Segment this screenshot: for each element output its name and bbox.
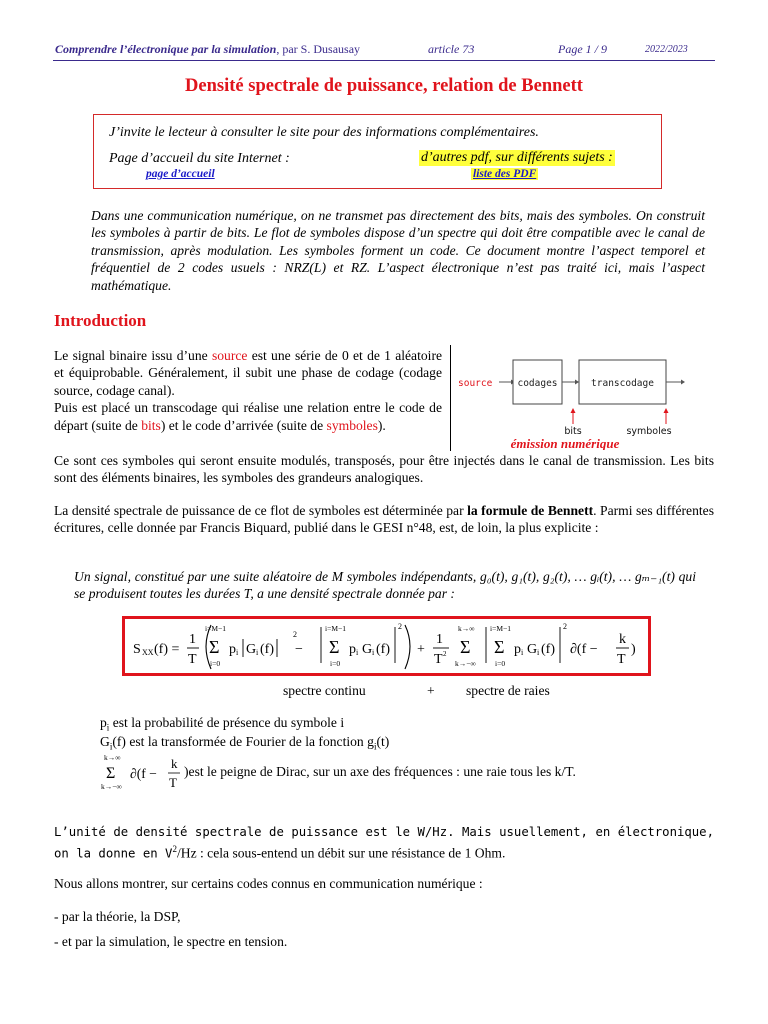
diagram-source-label: source	[458, 378, 493, 389]
term3-f: (f)	[541, 642, 555, 657]
document-title: Densité spectrale de puissance, relation de Bennett	[185, 76, 583, 96]
bits-label: bits	[564, 426, 582, 437]
arrowhead-bits	[571, 408, 576, 413]
transcodage-label: transcodage	[591, 378, 654, 389]
page-header	[0, 42, 768, 62]
formula-k: k	[619, 632, 626, 647]
sum4-bot: i=0	[495, 659, 506, 668]
formula-T: T	[188, 652, 197, 667]
term3-sq: 2	[563, 622, 567, 631]
term1-p: p	[229, 642, 236, 657]
formula-one-b: 1	[436, 632, 443, 647]
sum1-sigma: Σ	[209, 637, 220, 657]
sum4-sigma: Σ	[494, 637, 505, 657]
header-article: article 73	[428, 42, 475, 56]
list-item-theory: - par la théorie, la DSP,	[54, 909, 181, 924]
intro-abstract: Dans une communication numérique, on ne transmet pas directement des bits, mais des symboles. On construit les symboles à partir de bits. Le flot de symboles dispose d’un spectre qui doit être compatible avec le canal de transmission, après modulation. Les symboles forment un code. Ce document montre l’aspect temporel et fréquentiel de 2 codes usuels : NRZ(L) et RZ. L’aspect électronique n’est pas traité ici, mais l’aspect mathématique.	[91, 208, 705, 293]
list-item-simulation: - et par la simulation, le spectre en tension.	[54, 934, 288, 949]
formula-lhs: S	[133, 642, 141, 657]
section-heading-introduction: Introduction	[54, 311, 147, 330]
def-p: $p_i$ est la probabilité de présence du symbole i	[100, 715, 345, 733]
term1-f: (f)	[260, 642, 274, 657]
term1-G-sub: i	[256, 648, 259, 657]
formula-T2-exp: 2	[443, 650, 447, 658]
header-rule	[53, 60, 715, 61]
caption-plus: +	[427, 683, 435, 698]
formula-one: 1	[189, 632, 196, 647]
codages-label: codages	[517, 378, 558, 389]
def-dirac: )est le peigne de Dirac, sur un axe des fréquences : une raie tous les k/T.	[184, 764, 576, 779]
term1-sq: 2	[293, 630, 297, 639]
home-link[interactable]: page d’accueil	[146, 168, 215, 180]
formula-close: )	[631, 642, 636, 657]
formula-paren-right	[405, 625, 410, 669]
symboles-label: symboles	[626, 426, 672, 437]
term2-f: (f)	[376, 642, 390, 657]
arrowhead-out	[681, 380, 685, 385]
term3-p-sub: i	[521, 648, 524, 657]
sum2-bot: i=0	[330, 659, 341, 668]
pdf-list-link[interactable]: liste des PDF	[473, 168, 537, 180]
header-series: Comprendre l’électronique par la simulation, par S. Dusausay	[55, 42, 361, 56]
term2-G: G	[362, 642, 373, 657]
formula-T2: T	[434, 652, 443, 667]
bennett-formula	[125, 619, 648, 673]
formula-lhs-sub: XX	[142, 648, 154, 657]
comb-bot: k→−∞	[101, 782, 122, 791]
formula-plus: +	[417, 642, 425, 657]
formula-minus: −	[295, 642, 303, 657]
paragraph-signal: Le signal binaire issu d’une source est une série de 0 et de 1 aléatoire et équiprobable. Généralement, il subit une phase de codage (codage source, codage canal). Puis est placé un transcodage qui réalise une relation entre le code de départ (suite de bits) et le code d’arrivée (suite de symboles).	[54, 348, 442, 433]
info-invite: J’invite le lecteur à consulter le site pour des informations complémentaires.	[109, 125, 539, 140]
paragraph-signal-definition: Un signal, constitué par une suite aléatoire de M symboles indépendants, g₀(t), g₁(t), g₂(t), … gᵢ(t), … gₘ₋₁(t) qui se produisent toutes les durées T, a une densité spectrale donnée par :	[74, 569, 696, 602]
sum2-top: i=M−1	[325, 624, 346, 633]
sum3-bot: k→−∞	[455, 659, 476, 668]
def-g: $G_i(f)$ est la transformée de Fourier de la fonction $g_i(t)$	[100, 734, 390, 752]
caption-raies: spectre de raies	[466, 683, 550, 698]
term2-sq: 2	[398, 622, 402, 631]
sum4-top: i=M−1	[490, 624, 511, 633]
term3-G: G	[527, 642, 538, 657]
term2-p-sub: i	[356, 648, 359, 657]
sum1-bot: i=0	[210, 659, 221, 668]
term1-G: G	[246, 642, 257, 657]
info-home-label: Page d’accueil du site Internet :	[109, 151, 290, 166]
term3-G-sub: i	[537, 648, 540, 657]
sum1-top: i=M−1	[205, 624, 226, 633]
arrowhead-codages	[575, 380, 579, 385]
header-year: 2022/2023	[645, 44, 688, 55]
paragraph-unit: L’unité de densité spectrale de puissance est le W/Hz. Mais usuellement, en électronique, on la donne en $V^2/Hz$ : cela sous-entend un débit sur une résistance de 1 Ohm.	[54, 825, 714, 861]
comb-k: k	[171, 756, 178, 771]
term2-p: p	[349, 642, 356, 657]
header-page: Page 1 / 9	[558, 42, 607, 56]
term2-G-sub: i	[372, 648, 375, 657]
emission-diagram	[455, 350, 715, 450]
term1-p-sub: i	[236, 648, 239, 657]
formula-T-c: T	[617, 652, 626, 667]
caption-continu: spectre continu	[283, 683, 366, 698]
diagram-caption: émission numérique	[510, 436, 620, 450]
comb-top: k→∞	[104, 753, 121, 762]
paragraph-show: Nous allons montrer, sur certains codes connus en communication numérique :	[54, 876, 483, 891]
bennett-formula-box	[122, 616, 651, 676]
comb-T: T	[169, 775, 177, 790]
arrowhead-symboles	[664, 408, 669, 413]
comb-sigma: Σ	[106, 765, 116, 782]
diagram-separator	[450, 345, 451, 451]
formula-lhs-arg: (f) =	[154, 642, 180, 657]
formula-dirac: ∂(f −	[570, 642, 598, 657]
paragraph-symbols: Ce sont ces symboles qui seront ensuite modulés, transposés, pour être injectés dans le canal de transmission. Les bits sont des éléments binaires, les symboles des grandeurs analogiques.	[54, 453, 714, 486]
sum2-sigma: Σ	[329, 637, 340, 657]
sum3-top: k→∞	[458, 624, 475, 633]
term3-p: p	[514, 642, 521, 657]
sum3-sigma: Σ	[460, 637, 471, 657]
info-pdf-label: d’autres pdf, sur différents sujets :	[421, 150, 613, 165]
comb-dirac: ∂(f −	[130, 766, 157, 781]
info-box	[93, 114, 662, 189]
paragraph-bennett: La densité spectrale de puissance de ce flot de symboles est déterminée par la formule de Bennett. Parmi ses différentes écritures, celle donnée par Francis Biquard, publié dans le GESI n°48, est, de loin, la plus explicite :	[54, 503, 714, 536]
